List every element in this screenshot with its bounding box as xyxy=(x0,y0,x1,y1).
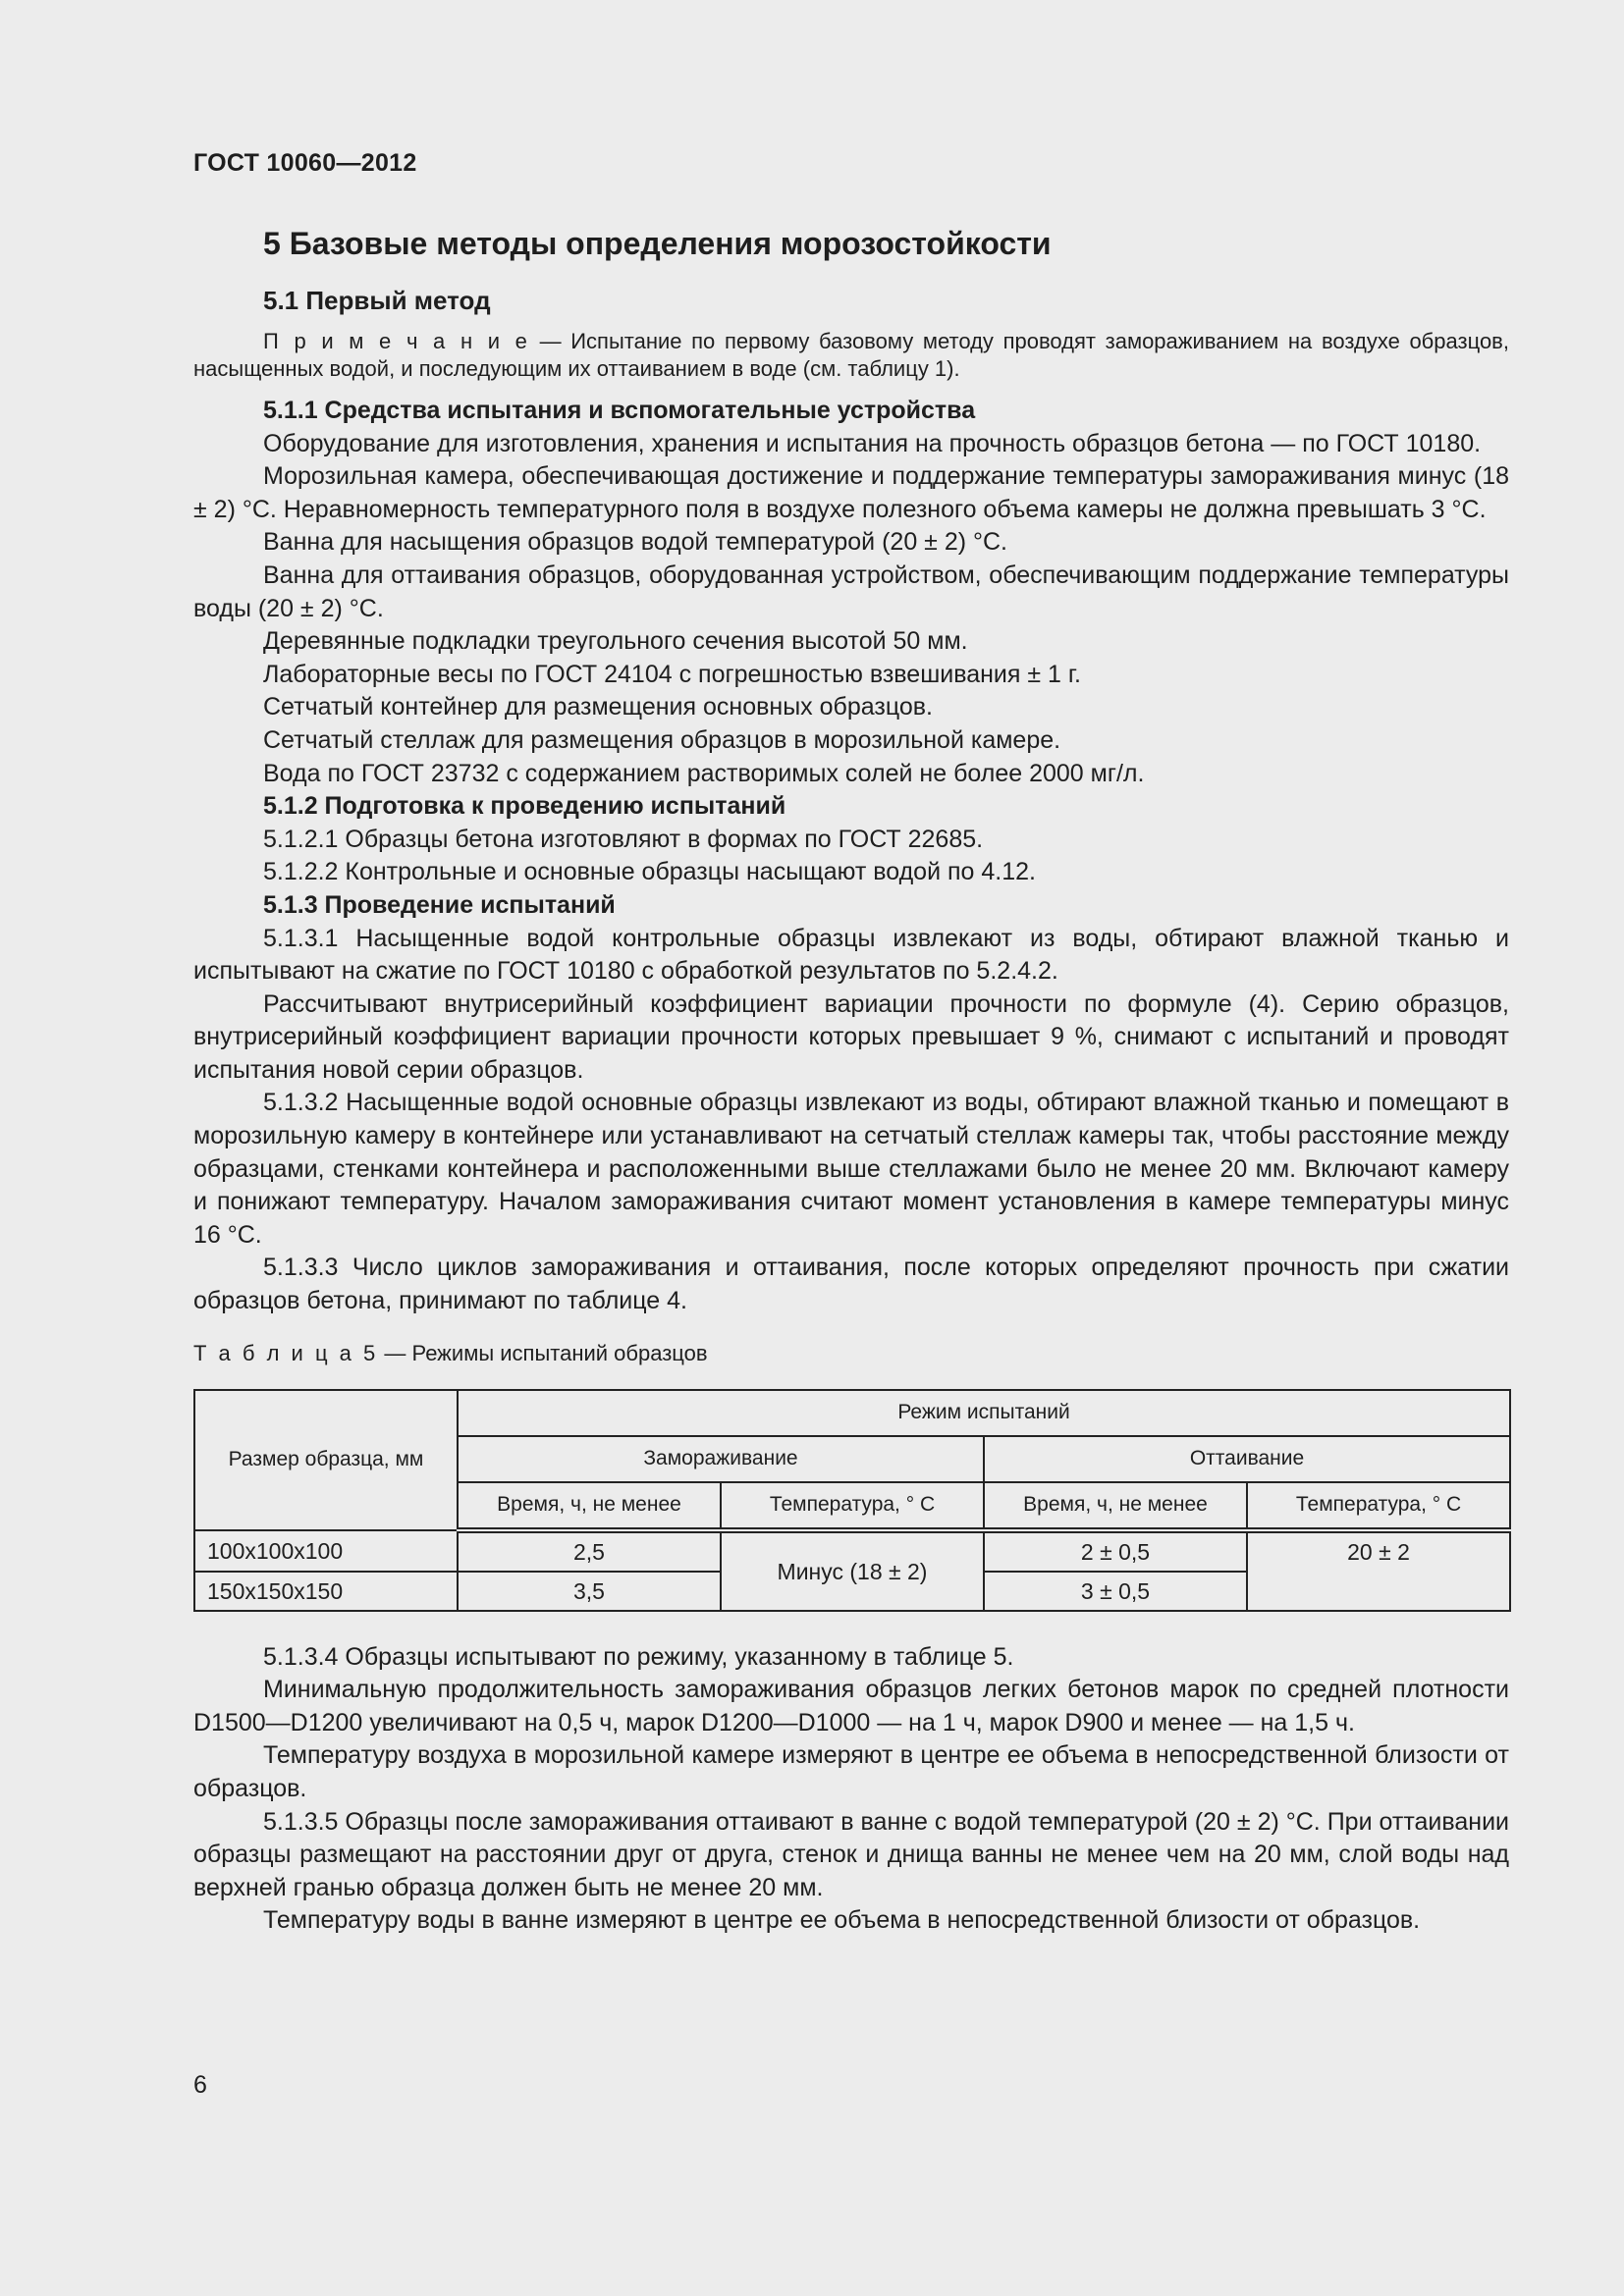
paragraph: Деревянные подкладки треугольного сечения высотой 50 мм. xyxy=(263,627,968,656)
header-thaw-temperature: Температура, ° С xyxy=(1247,1482,1510,1530)
section-title: 5 Базовые методы определения морозостойкости xyxy=(263,226,1052,261)
paragraph: 5.1.3.5 Образцы после замораживания оттаивают в ванне с водой температурой (20 ± 2) °С. При оттаивании образцы размещают на расстоянии друг от друга, стенок и днища ванны не менее чем на 20 мм, слой воды над верхней гранью образца должен быть не менее 20 мм. xyxy=(193,1807,1509,1901)
clause-heading: 5.1.2 Подготовка к проведению испытаний xyxy=(263,792,786,821)
paragraph: Оборудование для изготовления, хранения и испытания на прочность образцов бетона — по ГОСТ 10180. xyxy=(263,429,1482,457)
paragraph: 5.1.3.2 Насыщенные водой основные образцы извлекают из воды, обтирают влажной тканью и помещают в морозильную камеру в контейнере или устанавливают на сетчатый стеллаж камеры так, чтобы расстояние между образцами, стенками контейнера и расположенными выше стеллажами было не менее 20 мм. Включают камеру и понижают температуру. Началом замораживания считают момент установления в камере температуры минус 16 °С. xyxy=(193,1089,1509,1249)
clause-heading: 5.1.3 Проведение испытаний xyxy=(263,890,616,919)
paragraph: Морозильная камера, обеспечивающая достижение и поддержание температуры замораживания минус (18 ± 2) °С. Неравномерность температурного поля в воздухе полезного объема камеры не должна превышать 3 °С. xyxy=(193,462,1509,523)
table-caption xyxy=(193,1340,1509,1367)
note xyxy=(193,328,1509,383)
cell-freeze-time: 3,5 xyxy=(458,1572,721,1611)
paragraph: 5.1.3.1 Насыщенные водой контрольные образцы извлекают из воды, обтирают влажной тканью и испытывают на сжатие по ГОСТ 10180 с обработкой результатов по 5.2.4.2. xyxy=(193,924,1509,986)
body-paragraphs xyxy=(193,395,1509,1318)
document-header: ГОСТ 10060—2012 xyxy=(193,149,417,177)
paragraph: Рассчитывают внутрисерийный коэффициент вариации прочности по формуле (4). Серию образцов, внутрисерийный коэффициент вариации прочности которых превышает 9 %, снимают с испытаний и проводят испытания новой серии образцов. xyxy=(193,989,1509,1084)
paragraph: 5.1.2.1 Образцы бетона изготовляют в формах по ГОСТ 22685. xyxy=(263,825,984,853)
page-content xyxy=(193,224,1509,1938)
header-freeze-time: Время, ч, не менее xyxy=(458,1482,721,1530)
note-text: — Испытание по первому базовому методу проводят замораживанием на воздухе образцов, насыщенных водой, и последующим их оттаиванием в воде (см. таблицу 1). xyxy=(193,329,1509,381)
table-caption-text: — Режимы испытаний образцов xyxy=(378,1340,708,1365)
cell-thaw-temperature: 20 ± 2 xyxy=(1247,1530,1510,1611)
header-freezing: Замораживание xyxy=(458,1436,984,1482)
header-thaw-time: Время, ч, не менее xyxy=(984,1482,1247,1530)
header-sample-size: Размер образца, мм xyxy=(194,1390,458,1530)
paragraph: Минимальную продолжительность замораживания образцов легких бетонов марок по средней плотности D1500—D1200 увеличивают на 0,5 ч, марок D1200—D1000 — на 1 ч, марок D900 и менее — на 1,5 ч. xyxy=(193,1676,1509,1736)
paragraph: 5.1.3.4 Образцы испытывают по режиму, указанному в таблице 5. xyxy=(263,1642,1014,1671)
note-label: П р и м е ч а н и е xyxy=(263,329,530,353)
table-caption-label: Т а б л и ц а 5 xyxy=(193,1340,379,1365)
cell-freeze-time: 2,5 xyxy=(458,1530,721,1572)
paragraph: 5.1.3.3 Число циклов замораживания и оттаивания, после которых определяют прочность при сжатии образцов бетона, принимают по таблице 4. xyxy=(193,1254,1509,1315)
cell-size: 150x150x150 xyxy=(194,1572,458,1611)
paragraph: Лабораторные весы по ГОСТ 24104 с погрешностью взвешивания ± 1 г. xyxy=(263,660,1081,688)
test-modes-table xyxy=(193,1389,1511,1612)
paragraph: Сетчатый стеллаж для размещения образцов в морозильной камере. xyxy=(263,725,1061,754)
cell-thaw-time: 3 ± 0,5 xyxy=(984,1572,1247,1611)
cell-size: 100x100x100 xyxy=(194,1530,458,1572)
subsection-title: 5.1 Первый метод xyxy=(263,286,491,315)
paragraph: Вода по ГОСТ 23732 с содержанием растворимых солей не более 2000 мг/л. xyxy=(263,759,1145,787)
after-table-paragraphs xyxy=(193,1641,1509,1938)
table-row xyxy=(194,1530,1510,1572)
header-freeze-temperature: Температура, ° С xyxy=(721,1482,984,1530)
paragraph: Ванна для оттаивания образцов, оборудованная устройством, обеспечивающим поддержание температуры воды (20 ± 2) °С. xyxy=(193,561,1509,622)
header-thawing: Оттаивание xyxy=(984,1436,1510,1482)
paragraph: Температуру воздуха в морозильной камере измеряют в центре ее объема в непосредственной близости от образцов. xyxy=(193,1741,1509,1802)
paragraph: Ванна для насыщения образцов водой температурой (20 ± 2) °С. xyxy=(263,528,1008,557)
header-test-mode: Режим испытаний xyxy=(458,1390,1510,1436)
clause-heading: 5.1.1 Средства испытания и вспомогательные устройства xyxy=(263,397,976,424)
paragraph: Сетчатый контейнер для размещения основных образцов. xyxy=(263,693,933,721)
page-number: 6 xyxy=(193,2071,207,2099)
cell-thaw-time: 2 ± 0,5 xyxy=(984,1530,1247,1572)
paragraph: Температуру воды в ванне измеряют в центре ее объема в непосредственной близости от образцов. xyxy=(263,1906,1421,1935)
cell-freeze-temperature: Минус (18 ± 2) xyxy=(721,1530,984,1611)
paragraph: 5.1.2.2 Контрольные и основные образцы насыщают водой по 4.12. xyxy=(263,858,1036,886)
